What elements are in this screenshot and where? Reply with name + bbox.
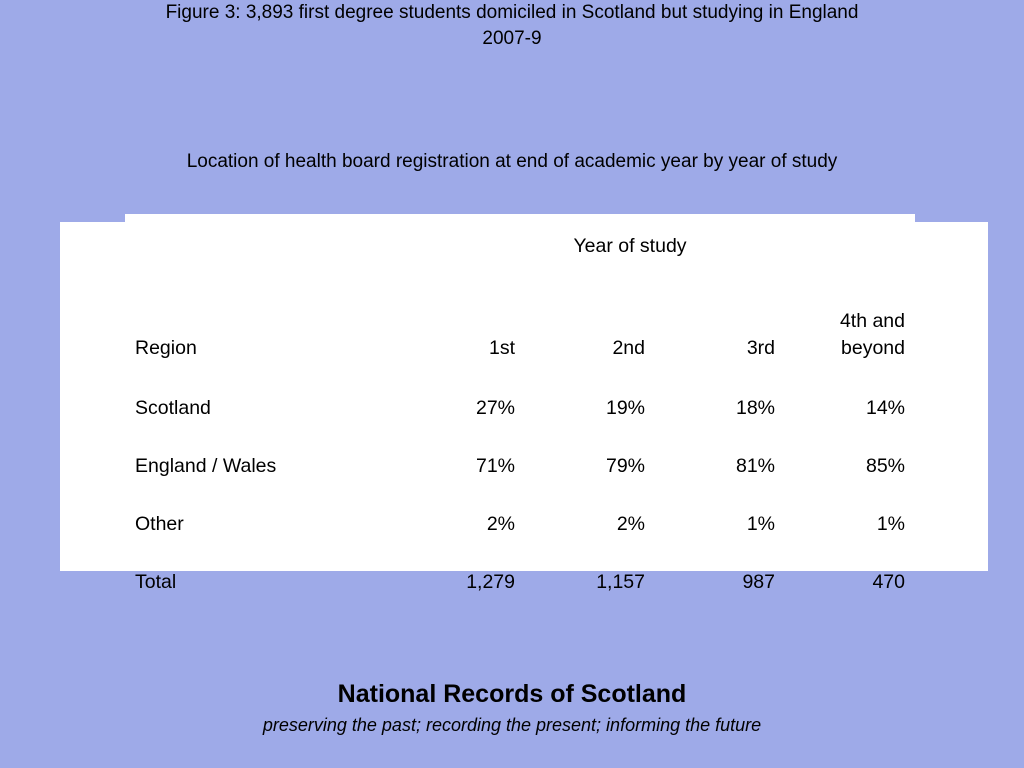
value-cell: 1% xyxy=(876,513,905,535)
value-cell: 1,279 xyxy=(466,571,515,593)
table-row-scotland xyxy=(125,371,915,429)
column-header-2nd: 2nd xyxy=(612,337,645,359)
row-header-label: Region xyxy=(135,337,197,359)
table-row-other xyxy=(125,487,915,545)
value-cell: 1,157 xyxy=(596,571,645,593)
figure-title-line-2: 2007-9 xyxy=(482,28,542,49)
column-header-4th-line-1: 4th and xyxy=(839,310,905,332)
figure-title-line-1: Figure 3: 3,893 first degree students domiciled in Scotland but studying in England xyxy=(165,2,859,23)
column-header-4th-line-2: beyond xyxy=(841,337,905,359)
table-header-row xyxy=(125,270,915,371)
value-cell: 71% xyxy=(475,455,515,477)
value-cell: 79% xyxy=(605,455,645,477)
value-cell: 19% xyxy=(605,397,645,419)
org-name: National Records of Scotland xyxy=(337,680,687,708)
value-cell: 85% xyxy=(865,455,905,477)
table-row-england-wales xyxy=(125,429,915,487)
data-table xyxy=(125,222,915,603)
value-cell: 470 xyxy=(872,571,905,593)
table-header-group-row xyxy=(125,222,915,270)
region-cell: Other xyxy=(135,513,184,535)
org-tagline: preserving the past; recording the present; informing the future xyxy=(262,715,762,735)
region-cell: England / Wales xyxy=(135,455,277,477)
column-header-4th-and-beyond xyxy=(785,270,915,371)
table-header-empty-cell xyxy=(125,222,345,270)
value-cell: 1% xyxy=(746,513,775,535)
value-cell: 2% xyxy=(486,513,515,535)
column-header-3rd: 3rd xyxy=(746,337,775,359)
region-cell: Scotland xyxy=(135,397,211,419)
column-header-1st: 1st xyxy=(488,337,515,359)
value-cell: 987 xyxy=(742,571,775,593)
value-cell: 2% xyxy=(616,513,645,535)
column-group-label: Year of study xyxy=(573,234,687,257)
table-row-total xyxy=(125,545,915,603)
region-cell: Total xyxy=(135,571,177,593)
value-cell: 14% xyxy=(865,397,905,419)
value-cell: 18% xyxy=(735,397,775,419)
figure-subtitle: Location of health board registration at end of academic year by year of study xyxy=(186,151,838,172)
value-cell: 81% xyxy=(735,455,775,477)
figure-title xyxy=(80,0,944,52)
value-cell: 27% xyxy=(475,397,515,419)
